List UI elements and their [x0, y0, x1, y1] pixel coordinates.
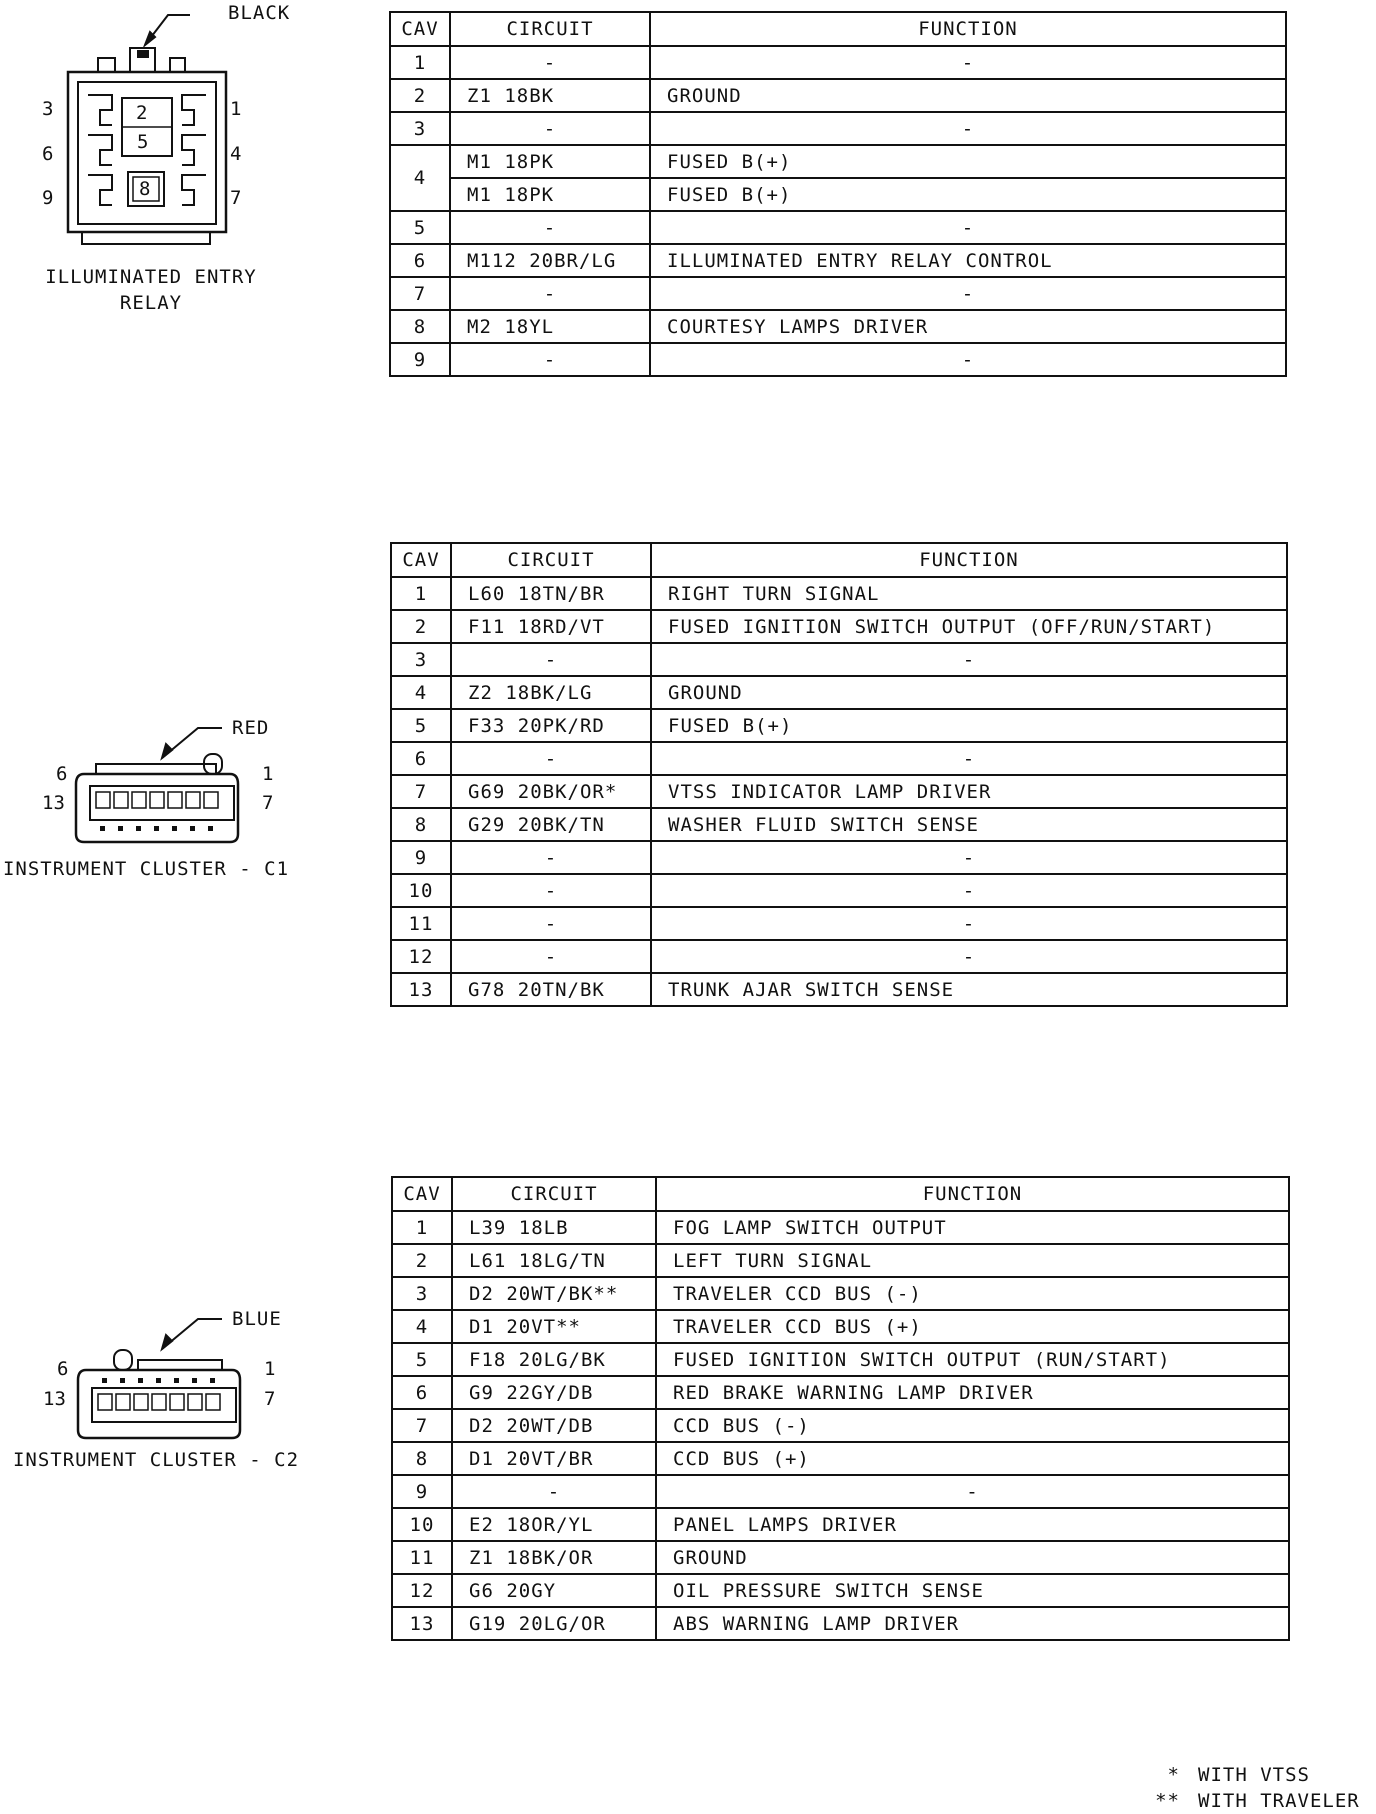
- function-cell: RED BRAKE WARNING LAMP DRIVER: [656, 1376, 1289, 1409]
- circuit-cell: D2 20WT/BK**: [452, 1277, 656, 1310]
- cav-cell: 4: [390, 145, 450, 211]
- function-cell: FUSED B(+): [651, 709, 1287, 742]
- table-row: [390, 112, 1286, 145]
- circuit-cell: -: [451, 742, 651, 775]
- function-cell: TRAVELER CCD BUS (+): [656, 1310, 1289, 1343]
- cav-cell: 12: [392, 1574, 452, 1607]
- table-row: [391, 676, 1287, 709]
- circuit-cell: -: [451, 841, 651, 874]
- footnotes: [1130, 1762, 1360, 1814]
- cav-cell: 10: [391, 874, 451, 907]
- table-row: [391, 742, 1287, 775]
- circuit-cell: Z1 18BK/OR: [452, 1541, 656, 1574]
- circuit-cell: -: [450, 277, 650, 310]
- function-cell: GROUND: [651, 676, 1287, 709]
- cav-cell: 2: [390, 79, 450, 112]
- function-cell: LEFT TURN SIGNAL: [656, 1244, 1289, 1277]
- circuit-header: CIRCUIT: [451, 543, 651, 577]
- cav-header: CAV: [391, 543, 451, 577]
- circuit-cell: -: [451, 907, 651, 940]
- table-row: [392, 1244, 1289, 1277]
- circuit-cell: D1 20VT/BR: [452, 1442, 656, 1475]
- function-cell: -: [651, 841, 1287, 874]
- table-row: [391, 907, 1287, 940]
- function-cell: TRUNK AJAR SWITCH SENSE: [651, 973, 1287, 1006]
- cav-cell: 1: [390, 46, 450, 79]
- cluster-c2-pin-1: 1: [264, 1358, 276, 1380]
- table-row: [390, 178, 1286, 211]
- function-cell: WASHER FLUID SWITCH SENSE: [651, 808, 1287, 841]
- circuit-cell: -: [450, 46, 650, 79]
- function-cell: RIGHT TURN SIGNAL: [651, 577, 1287, 610]
- relay-pin-2: 2: [136, 102, 148, 124]
- table-row: [392, 1211, 1289, 1244]
- table-header-row: [391, 543, 1287, 577]
- footnote-vtss: [1130, 1762, 1360, 1788]
- relay-pin-9: 9: [42, 187, 54, 209]
- cav-cell: 5: [391, 709, 451, 742]
- function-cell: -: [650, 343, 1286, 376]
- circuit-cell: -: [450, 112, 650, 145]
- table-row: [390, 310, 1286, 343]
- cav-header: CAV: [392, 1177, 452, 1211]
- cav-cell: 8: [390, 310, 450, 343]
- circuit-cell: D1 20VT**: [452, 1310, 656, 1343]
- function-cell: CCD BUS (-): [656, 1409, 1289, 1442]
- circuit-cell: G6 20GY: [452, 1574, 656, 1607]
- circuit-cell: L61 18LG/TN: [452, 1244, 656, 1277]
- cluster-c2-pin-13: 13: [43, 1388, 66, 1410]
- table-row: [392, 1310, 1289, 1343]
- relay-pin-1: 1: [230, 98, 242, 120]
- cav-cell: 6: [392, 1376, 452, 1409]
- cav-cell: 7: [392, 1409, 452, 1442]
- table-row: [391, 709, 1287, 742]
- function-cell: -: [650, 112, 1286, 145]
- table-row: [390, 244, 1286, 277]
- circuit-cell: F11 18RD/VT: [451, 610, 651, 643]
- circuit-cell: G19 20LG/OR: [452, 1607, 656, 1640]
- cluster-c2-table-body: [392, 1211, 1289, 1640]
- table-row: [390, 145, 1286, 178]
- table-row: [390, 211, 1286, 244]
- function-cell: TRAVELER CCD BUS (-): [656, 1277, 1289, 1310]
- cav-cell: 2: [391, 610, 451, 643]
- circuit-cell: L60 18TN/BR: [451, 577, 651, 610]
- footnote-mark: *: [1167, 1764, 1180, 1786]
- table-row: [392, 1607, 1289, 1640]
- circuit-cell: D2 20WT/DB: [452, 1409, 656, 1442]
- cav-cell: 11: [392, 1541, 452, 1574]
- table-row: [391, 610, 1287, 643]
- circuit-cell: M1 18PK: [450, 178, 650, 211]
- function-cell: FUSED IGNITION SWITCH OUTPUT (RUN/START): [656, 1343, 1289, 1376]
- function-cell: FOG LAMP SWITCH OUTPUT: [656, 1211, 1289, 1244]
- circuit-cell: M112 20BR/LG: [450, 244, 650, 277]
- circuit-cell: Z2 18BK/LG: [451, 676, 651, 709]
- cav-cell: 9: [390, 343, 450, 376]
- cav-cell: 5: [392, 1343, 452, 1376]
- circuit-cell: F18 20LG/BK: [452, 1343, 656, 1376]
- table-row: [391, 643, 1287, 676]
- circuit-cell: G9 22GY/DB: [452, 1376, 656, 1409]
- function-cell: PANEL LAMPS DRIVER: [656, 1508, 1289, 1541]
- cav-cell: 8: [392, 1442, 452, 1475]
- cav-cell: 9: [391, 841, 451, 874]
- cluster-c1-pin-1: 1: [262, 763, 274, 785]
- function-cell: OIL PRESSURE SWITCH SENSE: [656, 1574, 1289, 1607]
- function-cell: -: [651, 907, 1287, 940]
- relay-color-label: BLACK: [228, 2, 291, 24]
- circuit-cell: F33 20PK/RD: [451, 709, 651, 742]
- cav-cell: 3: [391, 643, 451, 676]
- circuit-cell: -: [451, 643, 651, 676]
- relay-pin-7: 7: [230, 187, 242, 209]
- relay-name-line1: ILLUMINATED ENTRY: [45, 266, 257, 288]
- circuit-cell: Z1 18BK: [450, 79, 650, 112]
- cluster-c1-pinout-table: [390, 542, 1288, 1007]
- cav-cell: 12: [391, 940, 451, 973]
- cav-cell: 6: [390, 244, 450, 277]
- cav-cell: 6: [391, 742, 451, 775]
- footnote-mark: **: [1155, 1790, 1180, 1812]
- cav-cell: 7: [390, 277, 450, 310]
- cluster-c2-pin-7: 7: [264, 1388, 276, 1410]
- function-cell: ABS WARNING LAMP DRIVER: [656, 1607, 1289, 1640]
- cluster-c2-name: INSTRUMENT CLUSTER - C2: [12, 1449, 300, 1471]
- cluster-c1-section: [0, 530, 1376, 1020]
- relay-pin-6: 6: [42, 143, 54, 165]
- relay-section: [0, 0, 1376, 390]
- table-row: [392, 1409, 1289, 1442]
- cluster-c2-pinout-table: [391, 1176, 1290, 1641]
- relay-pinout-table: [389, 11, 1287, 377]
- cav-cell: 8: [391, 808, 451, 841]
- cav-cell: 11: [391, 907, 451, 940]
- cav-cell: 1: [391, 577, 451, 610]
- table-row: [390, 277, 1286, 310]
- relay-pin-4: 4: [230, 143, 242, 165]
- function-cell: FUSED IGNITION SWITCH OUTPUT (OFF/RUN/START): [651, 610, 1287, 643]
- cluster-c2-color-label: BLUE: [232, 1308, 282, 1330]
- function-cell: -: [650, 46, 1286, 79]
- cav-cell: 3: [392, 1277, 452, 1310]
- cav-cell: 13: [391, 973, 451, 1006]
- circuit-cell: E2 18OR/YL: [452, 1508, 656, 1541]
- relay-name: [20, 264, 282, 316]
- cav-cell: 2: [392, 1244, 452, 1277]
- circuit-cell: L39 18LB: [452, 1211, 656, 1244]
- table-row: [392, 1508, 1289, 1541]
- cluster-c1-pin-13: 13: [42, 792, 65, 814]
- table-header-row: [390, 12, 1286, 46]
- circuit-cell: -: [451, 874, 651, 907]
- table-header-row: [392, 1177, 1289, 1211]
- cav-cell: 13: [392, 1607, 452, 1640]
- table-row: [391, 874, 1287, 907]
- table-row: [391, 775, 1287, 808]
- function-cell: GROUND: [656, 1541, 1289, 1574]
- circuit-cell: -: [450, 343, 650, 376]
- cluster-c1-pin-7: 7: [262, 792, 274, 814]
- footnote-text: WITH TRAVELER: [1198, 1790, 1360, 1812]
- table-row: [392, 1376, 1289, 1409]
- circuit-cell: -: [451, 940, 651, 973]
- cluster-c2-pin-6: 6: [57, 1358, 69, 1380]
- circuit-cell: -: [452, 1475, 656, 1508]
- function-cell: -: [650, 277, 1286, 310]
- table-row: [391, 940, 1287, 973]
- table-row: [392, 1475, 1289, 1508]
- table-row: [391, 577, 1287, 610]
- function-cell: -: [650, 211, 1286, 244]
- cav-header: CAV: [390, 12, 450, 46]
- cav-cell: 3: [390, 112, 450, 145]
- relay-pin-8: 8: [139, 178, 151, 200]
- table-row: [390, 46, 1286, 79]
- function-cell: -: [651, 874, 1287, 907]
- table-row: [392, 1343, 1289, 1376]
- cav-cell: 5: [390, 211, 450, 244]
- table-row: [392, 1442, 1289, 1475]
- table-row: [390, 343, 1286, 376]
- circuit-cell: G29 20BK/TN: [451, 808, 651, 841]
- cluster-c1-pin-6: 6: [56, 763, 68, 785]
- relay-pin-3: 3: [42, 98, 54, 120]
- footnote-text: WITH VTSS: [1198, 1764, 1310, 1786]
- function-cell: VTSS INDICATOR LAMP DRIVER: [651, 775, 1287, 808]
- table-row: [391, 808, 1287, 841]
- cav-cell: 4: [392, 1310, 452, 1343]
- cluster-c1-name: INSTRUMENT CLUSTER - C1: [2, 858, 290, 880]
- cav-cell: 9: [392, 1475, 452, 1508]
- cav-cell: 4: [391, 676, 451, 709]
- function-cell: -: [651, 742, 1287, 775]
- cav-cell: 7: [391, 775, 451, 808]
- circuit-cell: -: [450, 211, 650, 244]
- cluster-c1-table-body: [391, 577, 1287, 1006]
- relay-pin-5: 5: [137, 131, 149, 153]
- function-cell: FUSED B(+): [650, 145, 1286, 178]
- table-row: [390, 79, 1286, 112]
- function-cell: -: [656, 1475, 1289, 1508]
- table-row: [392, 1541, 1289, 1574]
- footnote-traveler: [1130, 1788, 1360, 1814]
- table-row: [392, 1574, 1289, 1607]
- circuit-cell: M2 18YL: [450, 310, 650, 343]
- circuit-cell: G69 20BK/OR*: [451, 775, 651, 808]
- function-header: FUNCTION: [656, 1177, 1289, 1211]
- relay-name-line2: RELAY: [119, 292, 183, 314]
- function-cell: ILLUMINATED ENTRY RELAY CONTROL: [650, 244, 1286, 277]
- function-header: FUNCTION: [650, 12, 1286, 46]
- cav-cell: 10: [392, 1508, 452, 1541]
- circuit-cell: G78 20TN/BK: [451, 973, 651, 1006]
- function-header: FUNCTION: [651, 543, 1287, 577]
- cav-cell: 1: [392, 1211, 452, 1244]
- circuit-header: CIRCUIT: [450, 12, 650, 46]
- circuit-cell: M1 18PK: [450, 145, 650, 178]
- table-row: [391, 973, 1287, 1006]
- circuit-header: CIRCUIT: [452, 1177, 656, 1211]
- function-cell: CCD BUS (+): [656, 1442, 1289, 1475]
- function-cell: -: [651, 940, 1287, 973]
- function-cell: COURTESY LAMPS DRIVER: [650, 310, 1286, 343]
- function-cell: GROUND: [650, 79, 1286, 112]
- table-row: [392, 1277, 1289, 1310]
- table-row: [391, 841, 1287, 874]
- function-cell: FUSED B(+): [650, 178, 1286, 211]
- function-cell: -: [651, 643, 1287, 676]
- cluster-c1-color-label: RED: [232, 717, 270, 739]
- cluster-c2-section: [0, 1160, 1376, 1680]
